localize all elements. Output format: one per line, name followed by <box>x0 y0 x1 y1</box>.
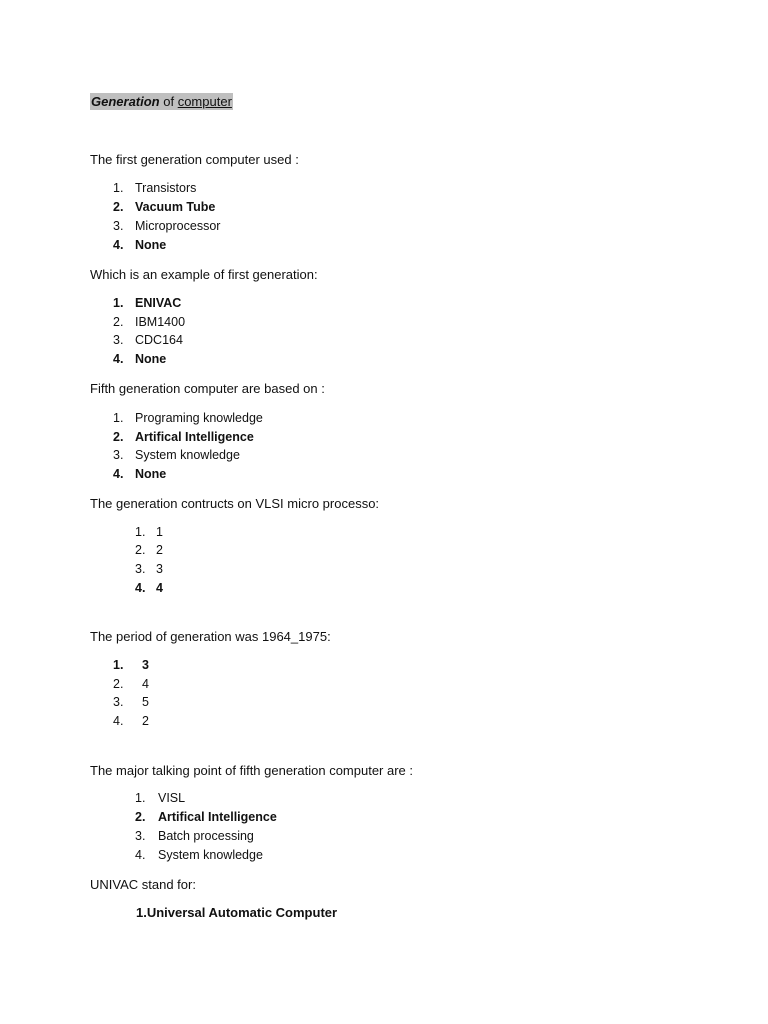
q2-option-2 <box>113 314 185 331</box>
question-7: UNIVAC stand for: <box>90 877 196 892</box>
option-text: None <box>135 467 167 481</box>
question-1: The first generation computer used : <box>90 152 299 167</box>
title-word-of: of <box>159 94 178 109</box>
q4-option-4 <box>135 580 163 597</box>
q1-option-2 <box>113 199 215 216</box>
option-text: System knowledge <box>135 448 240 462</box>
q3-option-4 <box>113 466 166 483</box>
option-number: 1. <box>113 181 124 195</box>
option-text: 3 <box>142 658 149 672</box>
q3-option-1 <box>113 410 263 427</box>
q2-option-4 <box>113 351 166 368</box>
q1-option-4 <box>113 237 166 254</box>
q1-option-3 <box>113 218 220 235</box>
q4-option-1 <box>135 524 163 541</box>
option-number: 2. <box>113 430 124 444</box>
option-number: 4. <box>113 352 124 366</box>
q2-option-3 <box>113 332 183 349</box>
option-number: 4. <box>113 238 124 252</box>
q3-option-2 <box>113 429 254 446</box>
option-text: Batch processing <box>158 829 254 843</box>
option-text: VISL <box>158 791 186 805</box>
option-number: 2. <box>113 200 124 214</box>
option-number: 1. <box>135 791 146 805</box>
option-number: 1. <box>113 411 124 425</box>
option-number: 1. <box>113 296 124 310</box>
q5-option-1 <box>113 657 149 674</box>
q5-option-3 <box>113 694 149 711</box>
option-number: 4. <box>135 848 146 862</box>
option-text: 2 <box>156 543 163 557</box>
title-word-computer: computer <box>177 94 232 109</box>
q5-option-4 <box>113 713 149 730</box>
option-text: 1 <box>156 525 163 539</box>
option-text: Artifical Intelligence <box>135 430 254 444</box>
question-5: The period of generation was 1964_1975: <box>90 629 331 644</box>
option-text: Programing knowledge <box>135 411 263 425</box>
title-word-generation: Generation <box>91 94 160 109</box>
option-text: Transistors <box>135 181 197 195</box>
option-number: 3. <box>113 333 124 347</box>
option-text: System knowledge <box>158 848 263 862</box>
question-3: Fifth generation computer are based on : <box>90 381 325 396</box>
option-text: CDC164 <box>135 333 183 347</box>
option-number: 3. <box>113 219 124 233</box>
option-number: 1. <box>113 658 124 672</box>
option-number: 2. <box>135 810 146 824</box>
question-6: The major talking point of fifth generation computer are : <box>90 763 414 778</box>
page-title <box>90 93 233 110</box>
option-number: 2. <box>113 677 124 691</box>
option-number: 2. <box>113 315 124 329</box>
option-number: 4. <box>113 467 124 481</box>
option-number: 3. <box>113 695 124 709</box>
option-text: 2 <box>142 714 149 728</box>
option-text: 5 <box>142 695 149 709</box>
q6-option-3 <box>135 828 254 845</box>
option-text: IBM1400 <box>135 315 186 329</box>
q4-option-3 <box>135 561 163 578</box>
option-text: None <box>135 238 167 252</box>
question-2: Which is an example of first generation: <box>90 267 318 282</box>
option-number: 3. <box>113 448 124 462</box>
q6-option-1 <box>135 790 185 807</box>
q5-option-2 <box>113 676 149 693</box>
option-text: Microprocessor <box>135 219 221 233</box>
option-text: ENIVAC <box>135 296 182 310</box>
option-text: 4 <box>156 581 163 595</box>
question-4: The generation contructs on VLSI micro processo: <box>90 496 380 511</box>
option-text: Artifical Intelligence <box>158 810 277 824</box>
option-text: 4 <box>142 677 149 691</box>
option-number: 4. <box>135 581 146 595</box>
option-number: 4. <box>113 714 124 728</box>
q7-answer: 1.Universal Automatic Computer <box>136 905 338 920</box>
q1-option-1 <box>113 180 196 197</box>
option-number: 3. <box>135 829 146 843</box>
q2-option-1 <box>113 295 181 312</box>
q6-option-2 <box>135 809 277 826</box>
q3-option-3 <box>113 447 240 464</box>
option-text: Vacuum Tube <box>135 200 216 214</box>
option-number: 2. <box>135 543 146 557</box>
option-number: 3. <box>135 562 146 576</box>
q6-option-4 <box>135 847 263 864</box>
option-text: 3 <box>156 562 163 576</box>
option-text: None <box>135 352 167 366</box>
q4-option-2 <box>135 542 163 559</box>
option-number: 1. <box>135 525 146 539</box>
